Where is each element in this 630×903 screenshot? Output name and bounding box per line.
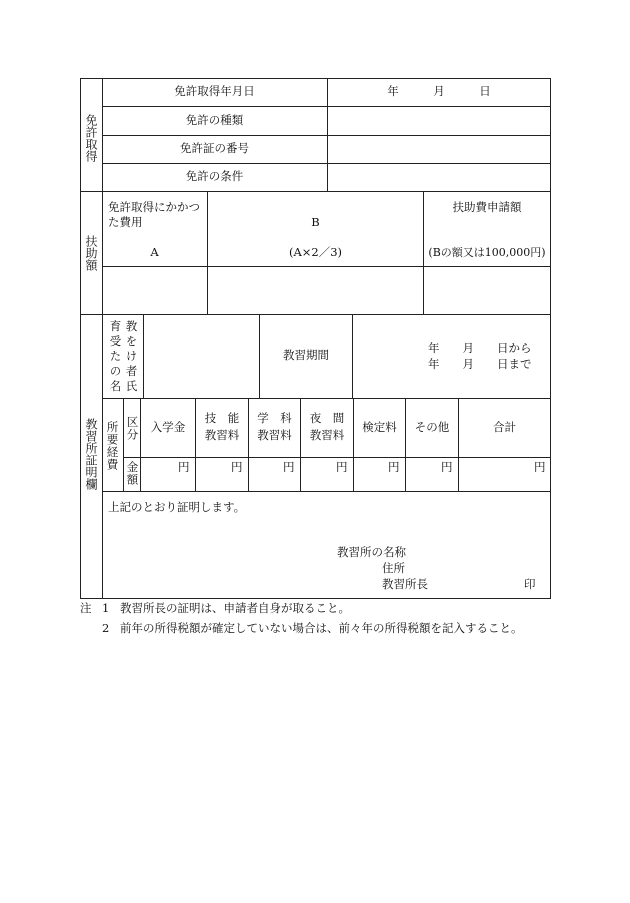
- yen-exam: 円: [388, 460, 400, 474]
- period-to: 年 月 日まで: [428, 357, 532, 371]
- note-2-text: 前年の所得税額が確定していない場合は、前々年の所得税額を記入すること。: [120, 621, 523, 635]
- fee-header-classroom: [249, 410, 300, 444]
- period-from: 年 月 日から: [428, 341, 532, 355]
- yen-night: 円: [336, 460, 348, 474]
- apply-formula: (Bの額又は100,000円): [428, 246, 546, 259]
- address-label: 住所: [382, 561, 405, 575]
- expense-label: 所要経費: [105, 421, 120, 471]
- license-section-label: 免許取得: [84, 114, 98, 162]
- amount-label: 金額: [125, 461, 140, 486]
- trainee-label-left: 教をけ者氏: [124, 320, 139, 395]
- fee-header-text: 教習料: [309, 428, 345, 442]
- divider-license-subsidy: [80, 191, 551, 192]
- license-number-label: 免許証の番号: [180, 141, 249, 155]
- subsidy-section-label: 扶助額: [84, 235, 98, 271]
- yen-classroom: 円: [283, 460, 295, 474]
- note-1-text: 教習所長の証明は、申請者自身が取ること。: [120, 601, 350, 615]
- fee-header-text: 夜 間: [309, 411, 345, 425]
- yen-other: 円: [441, 460, 453, 474]
- fee-header-text: 教習料: [257, 428, 292, 442]
- fee-header-admission: [141, 419, 195, 436]
- cost-label-line1: 免許取得にかかつ: [108, 200, 200, 214]
- fee-header-text: 検定料: [362, 420, 397, 434]
- period-label: 教習期間: [283, 348, 329, 362]
- fee-header-skill: [196, 410, 248, 444]
- fee-header-exam: [354, 419, 405, 436]
- cost-label-line2: た費用: [108, 215, 143, 229]
- license-conditions-label: 免許の条件: [185, 169, 244, 183]
- certify-text: 上記のとおり証明します。: [108, 500, 246, 514]
- border-bottom: [80, 598, 551, 599]
- fee-header-night: [301, 410, 353, 444]
- col-line: [140, 398, 141, 491]
- apply-label: 扶助費申請額: [452, 200, 522, 214]
- note-prefix: 注: [80, 601, 92, 615]
- col-line: [405, 398, 406, 491]
- application-form-table: [80, 78, 551, 599]
- fee-header-other: [406, 419, 458, 436]
- yen-admission: 円: [178, 460, 190, 474]
- divider-label-column: [102, 78, 103, 599]
- license-date-value: 年 月 日: [387, 84, 491, 98]
- border-left: [80, 78, 81, 599]
- border-right: [550, 78, 551, 599]
- fee-header-text: 合計: [493, 420, 516, 434]
- license-type-label: 免許の種類: [185, 113, 244, 127]
- category-label: 区分: [125, 416, 140, 441]
- col-line: [143, 314, 144, 398]
- seal-label: 印: [524, 577, 536, 591]
- col-line: [352, 314, 353, 398]
- row-line: [102, 266, 551, 267]
- yen-skill: 円: [231, 460, 243, 474]
- row-line: [102, 398, 551, 399]
- row-line: [102, 491, 551, 492]
- col-line: [123, 398, 124, 491]
- fee-header-text: その他: [414, 420, 450, 434]
- trainee-label-right: 育受たの名: [108, 320, 123, 395]
- license-date-label: 免許取得年月日: [174, 84, 255, 98]
- yen-total: 円: [534, 460, 546, 474]
- border-top: [80, 78, 551, 79]
- school-section-label: 教習所証明欄: [84, 418, 98, 490]
- fee-header-total: [459, 419, 550, 436]
- fee-header-text: 技 能: [204, 411, 240, 425]
- fee-header-text: 入学金: [150, 420, 186, 434]
- school-name-label: 教習所の名称: [337, 545, 406, 559]
- b-letter: B: [311, 215, 320, 229]
- note-2-number: 2: [102, 621, 110, 635]
- fee-header-text: 教習料: [204, 428, 240, 442]
- b-formula: (A×2／3): [288, 245, 343, 259]
- col-line: [353, 398, 354, 491]
- row-line: [123, 457, 551, 458]
- principal-label: 教習所長: [382, 577, 428, 591]
- cost-letter-a: A: [150, 245, 159, 259]
- col-line: [458, 398, 459, 491]
- fee-header-text: 学 科: [257, 411, 292, 425]
- divider-subsidy-school: [80, 314, 551, 315]
- note-1-number: 1: [102, 601, 110, 615]
